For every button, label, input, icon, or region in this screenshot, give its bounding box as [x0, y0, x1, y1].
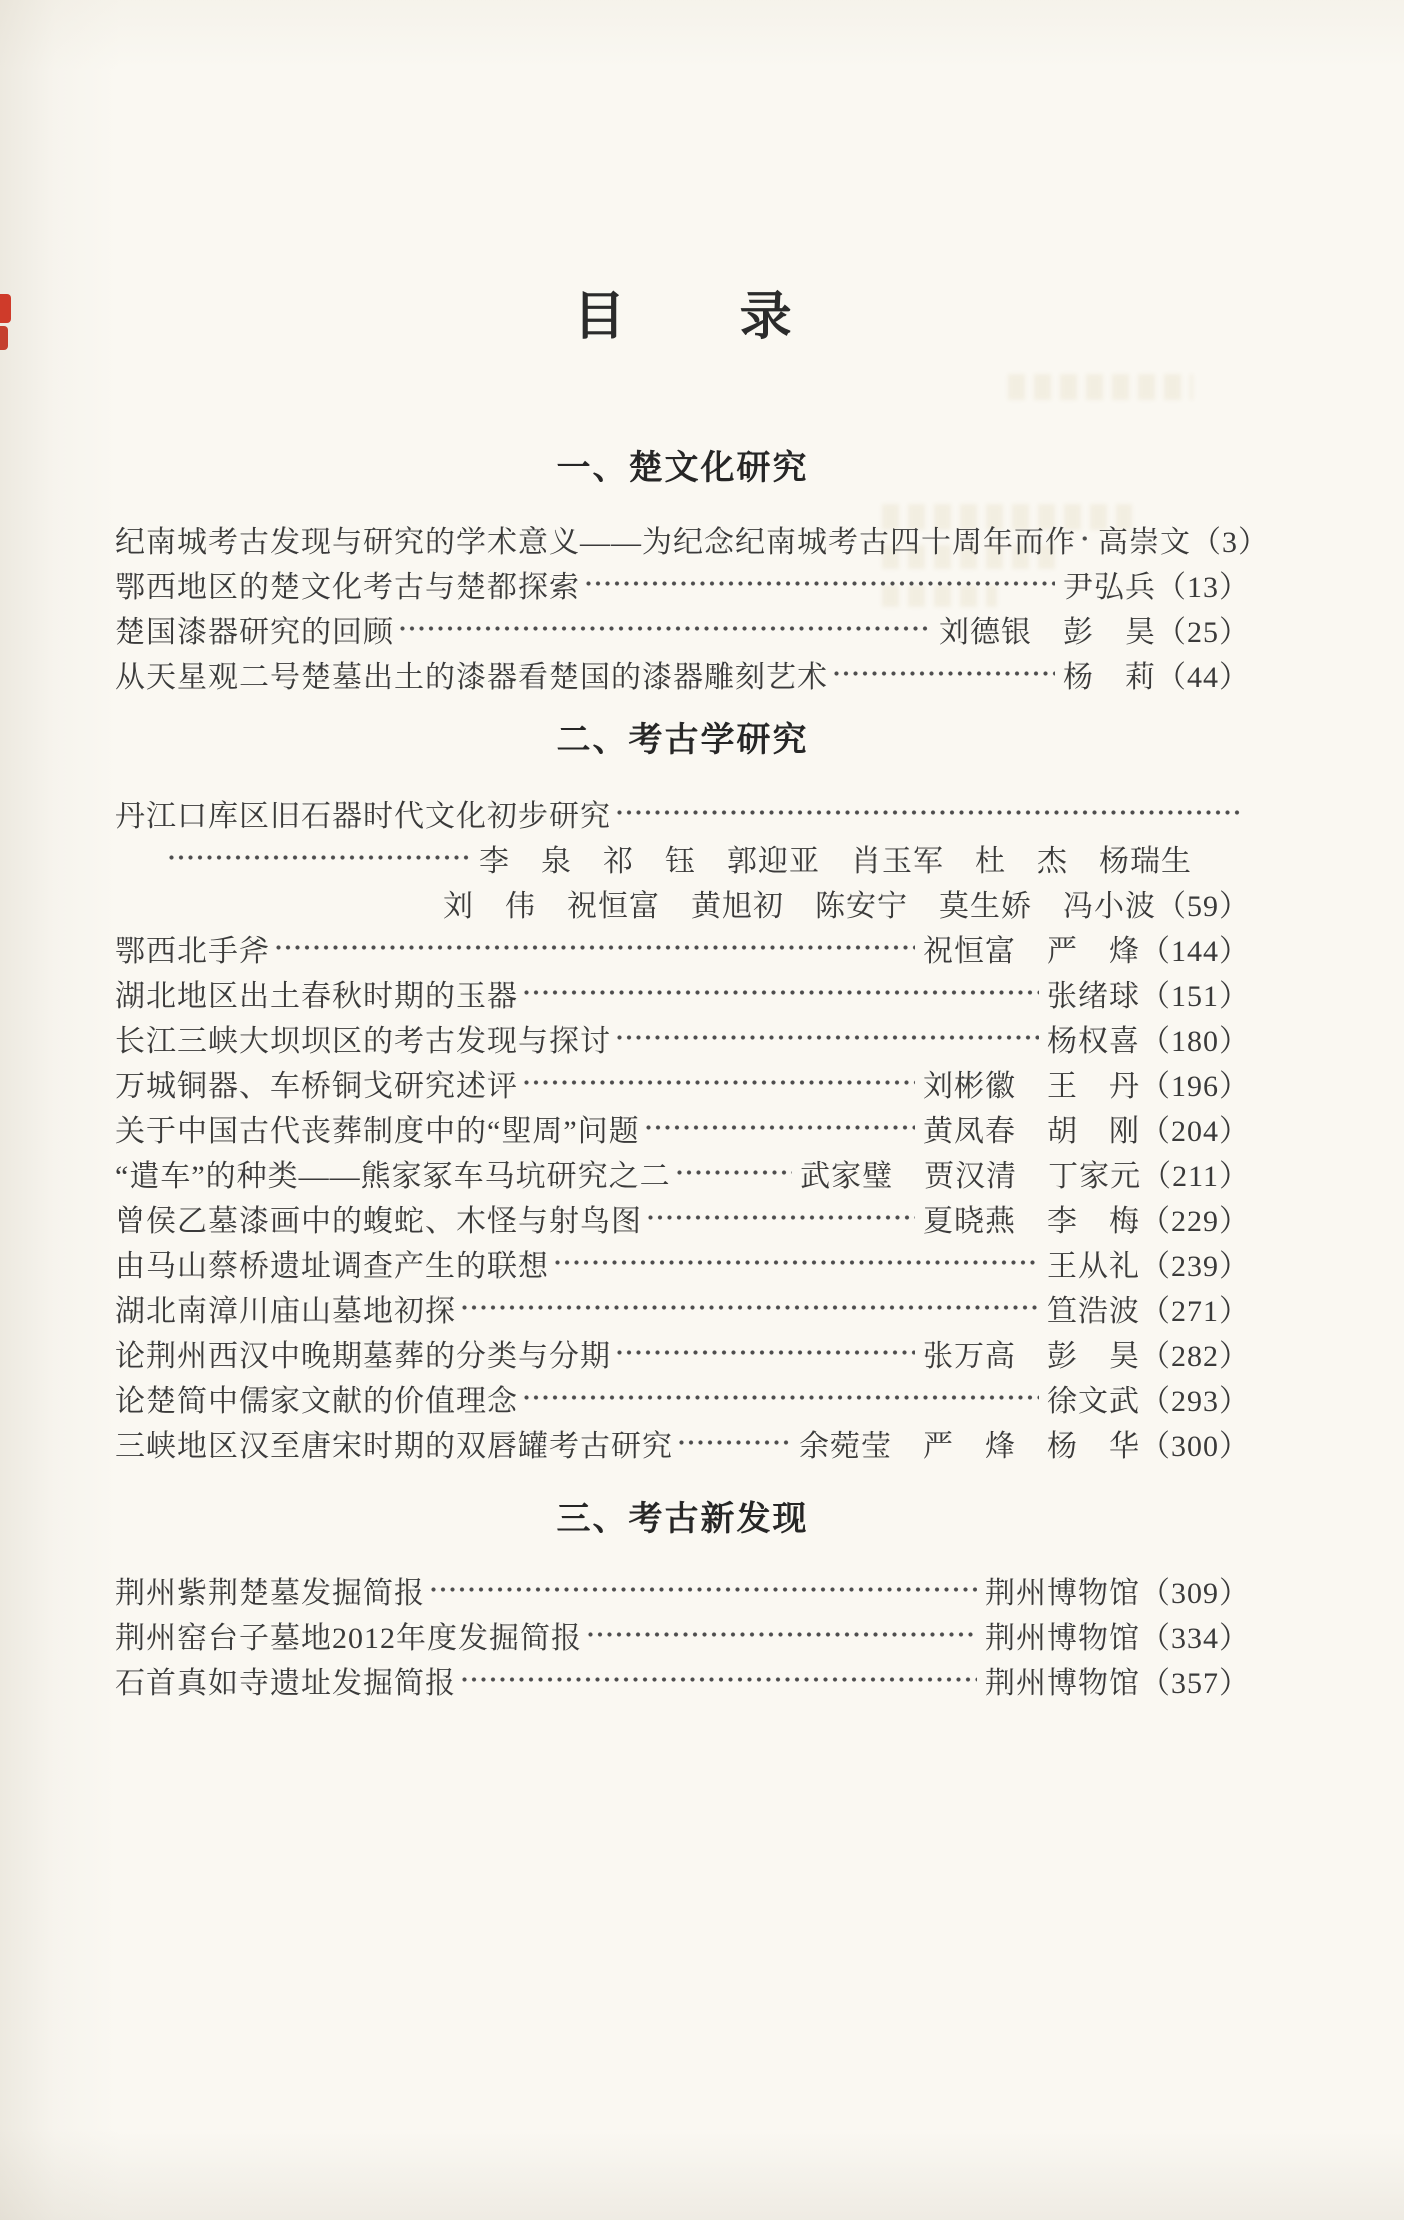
toc-entry	[115, 1240, 1250, 1285]
toc-entry	[115, 1105, 1250, 1150]
toc-content	[115, 288, 1269, 1702]
section-heading: 一、楚文化研究	[556, 449, 809, 487]
toc-title: 目 录	[573, 289, 823, 346]
dot-leader	[615, 790, 1242, 835]
entry-title: 由马山蔡桥遗址调查产生的联想	[115, 1249, 549, 1283]
toc-entry	[115, 651, 1250, 696]
entry-title: 荆州紫荆楚墓发掘简报	[115, 1576, 425, 1610]
toc-entry	[115, 606, 1250, 651]
entry-title: 石首真如寺遗址发掘简报	[115, 1666, 456, 1700]
toc-entry	[115, 1330, 1250, 1375]
entry-title: 湖北地区出土春秋时期的玉器	[115, 979, 518, 1013]
entry-authors-page: 祝恒富 严 烽（144）	[923, 934, 1250, 968]
entry-authors-page: 夏晓燕 李 梅（229）	[923, 1204, 1250, 1238]
toc-entry	[115, 561, 1250, 606]
dot-leader	[167, 835, 471, 880]
entry-authors-page: 武家璧 贾汉清 丁家元（211）	[800, 1159, 1250, 1193]
entry-title: 论荆州西汉中晚期墓葬的分类与分期	[115, 1339, 611, 1373]
dot-leader	[460, 1657, 977, 1702]
toc-entry	[115, 1285, 1250, 1330]
entry-title: 长江三峡大坝坝区的考古发现与探讨	[115, 1024, 611, 1058]
toc-entry	[115, 1657, 1250, 1702]
entry-authors-page: 李 泉 祁 钰 郭迎亚 肖玉军 杜 杰 杨瑞生	[479, 844, 1192, 878]
entry-title: 纪南城考古发现与研究的学术意义——为纪念纪南城考古四十周年而作	[115, 525, 1076, 559]
toc-entry-authors-continuation	[163, 835, 1250, 880]
toc-entry	[115, 1612, 1250, 1657]
entry-authors-page: 杨权喜（180）	[1047, 1024, 1250, 1058]
red-edge-mark	[0, 326, 8, 350]
toc-entry	[115, 1195, 1250, 1240]
entry-list	[115, 790, 1250, 1465]
entry-authors-page: 刘 伟 祝恒富 黄旭初 陈安宁 莫生娇 冯小波（59）	[443, 889, 1250, 923]
dot-leader	[460, 1285, 1039, 1330]
toc-entry-authors-continuation	[115, 880, 1250, 925]
entry-title: 楚国漆器研究的回顾	[115, 615, 394, 649]
entry-authors-page: 张绪球（151）	[1047, 979, 1250, 1013]
dot-leader	[522, 970, 1039, 1015]
dot-leader	[274, 925, 915, 970]
toc-entry	[115, 1015, 1250, 1060]
entry-authors-page: 张万高 彭 昊（282）	[923, 1339, 1250, 1373]
entry-title: 鄂西北手斧	[115, 934, 270, 968]
entry-title: “遣车”的种类——熊家冢车马坑研究之二	[115, 1159, 671, 1193]
entry-authors-page: 尹弘兵（13）	[1063, 570, 1250, 604]
toc-entry	[115, 970, 1250, 1015]
toc-entry	[115, 1060, 1250, 1105]
toc-entry	[115, 1150, 1250, 1195]
scanned-toc-page	[0, 288, 1404, 2220]
dot-leader	[675, 1150, 792, 1195]
toc-entry	[115, 516, 1269, 561]
toc-entry	[115, 925, 1250, 970]
entry-title: 万城铜器、车桥铜戈研究述评	[115, 1069, 518, 1103]
entry-authors-page: 笪浩波（271）	[1047, 1294, 1250, 1328]
entry-authors-page: 荆州博物馆（309）	[985, 1576, 1250, 1610]
entry-authors-page: 杨 莉（44）	[1063, 660, 1250, 694]
entry-authors-page: 荆州博物馆（357）	[985, 1666, 1250, 1700]
entry-authors-page: 刘德银 彭 昊（25）	[939, 615, 1250, 649]
dot-leader	[832, 651, 1055, 696]
entry-title: 三峡地区汉至唐宋时期的双唇罐考古研究	[115, 1429, 673, 1463]
entry-authors-page: 王从礼（239）	[1047, 1249, 1250, 1283]
dot-leader	[615, 1015, 1039, 1060]
toc-entry	[115, 1375, 1250, 1420]
dot-leader	[586, 1612, 977, 1657]
entry-authors-page: 徐文武（293）	[1047, 1384, 1250, 1418]
entry-title: 丹江口库区旧石器时代文化初步研究	[115, 799, 611, 833]
entry-authors-page: 刘彬徽 王 丹（196）	[923, 1069, 1250, 1103]
dot-leader	[429, 1567, 977, 1612]
entry-authors-page: 余菀莹 严 烽 杨 华（300）	[799, 1429, 1250, 1463]
dot-leader	[1080, 516, 1090, 561]
section-heading: 三、考古新发现	[556, 1500, 809, 1539]
entry-title: 曾侯乙墓漆画中的蝮蛇、木怪与射鸟图	[115, 1204, 642, 1238]
dot-leader	[553, 1240, 1039, 1285]
dot-leader	[398, 606, 931, 651]
dot-leader	[522, 1375, 1039, 1420]
entry-title: 关于中国古代丧葬制度中的“堲周”问题	[115, 1114, 640, 1148]
dot-leader	[644, 1105, 915, 1150]
toc-entry	[115, 1567, 1250, 1612]
section-heading: 二、考古学研究	[556, 721, 809, 760]
entry-list	[115, 1567, 1250, 1702]
entry-authors-page: 黄凤春 胡 刚（204）	[923, 1114, 1250, 1148]
toc-entry	[115, 790, 1250, 835]
entry-title: 论楚简中儒家文献的价值理念	[115, 1384, 518, 1418]
toc-entry	[115, 1420, 1250, 1465]
dot-leader	[584, 561, 1055, 606]
red-edge-mark	[0, 294, 11, 323]
dot-leader	[646, 1195, 915, 1240]
entry-authors-page: 高崇文（3）	[1098, 525, 1269, 559]
entry-title: 鄂西地区的楚文化考古与楚都探索	[115, 570, 580, 604]
entry-title: 从天星观二号楚墓出土的漆器看楚国的漆器雕刻艺术	[115, 660, 828, 694]
entry-authors-page: 荆州博物馆（334）	[985, 1621, 1250, 1655]
dot-leader	[615, 1330, 915, 1375]
dot-leader	[522, 1060, 915, 1105]
entry-title: 荆州窑台子墓地2012年度发掘简报	[115, 1621, 582, 1655]
entry-list	[115, 516, 1269, 696]
entry-title: 湖北南漳川庙山墓地初探	[115, 1294, 456, 1328]
dot-leader	[677, 1420, 791, 1465]
